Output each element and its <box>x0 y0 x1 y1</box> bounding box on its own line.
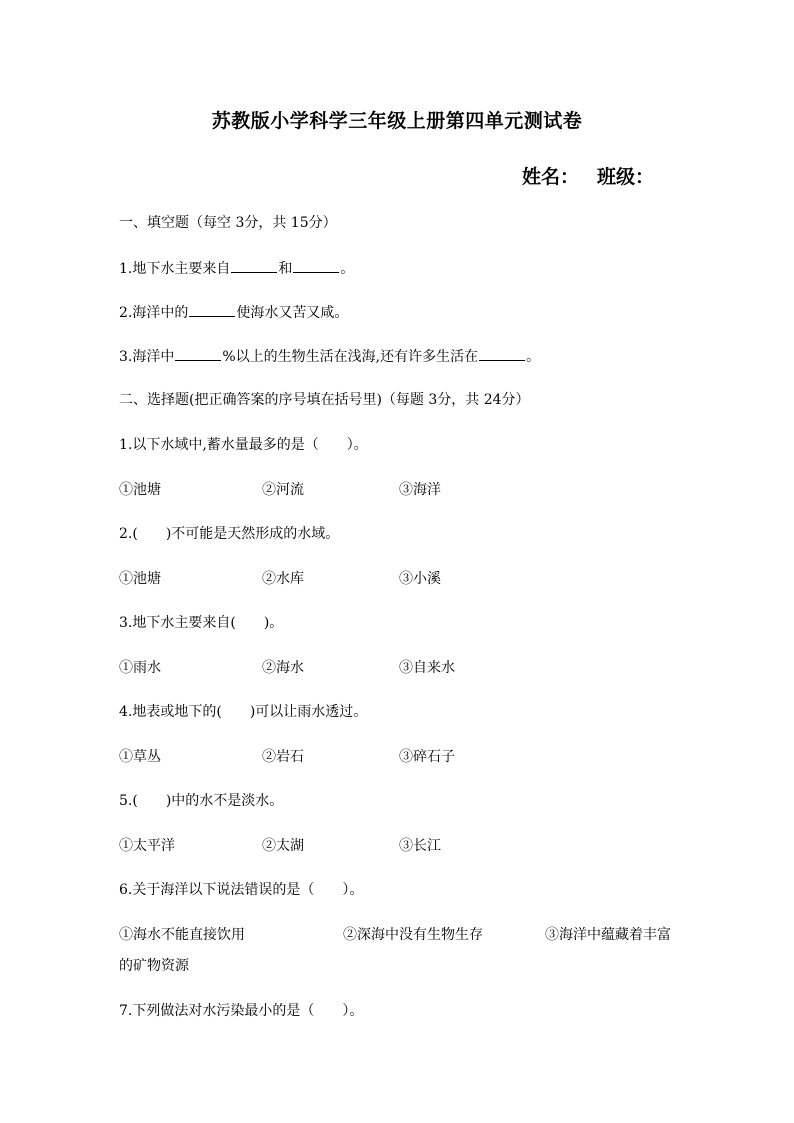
fill-question-3 <box>119 346 540 366</box>
choice-question-stem: 7.下列做法对水污染最小的是（ ）。 <box>119 1003 364 1019</box>
q3-text-b: %以上的生物生活在浅海,还有许多生活在 <box>222 349 479 365</box>
section2-heading: 二、选择题(把正确答案的序号填在括号里)（每题 3分，共 24分） <box>119 392 530 408</box>
option-3[interactable]: ③小溪 <box>399 571 441 587</box>
option-1[interactable]: ①雨水 <box>119 660 161 676</box>
student-info <box>522 162 654 189</box>
option-1[interactable]: ①池塘 <box>119 571 161 587</box>
option-3[interactable]: ③自来水 <box>399 660 455 676</box>
fill-question-1 <box>119 258 354 278</box>
choice-question-stem: 2.( )不可能是天然形成的水域。 <box>119 526 340 542</box>
option-1[interactable]: ①草丛 <box>119 749 161 765</box>
q2-text-b: 使海水又苦又咸。 <box>236 305 349 321</box>
option-2[interactable]: ②河流 <box>262 482 304 498</box>
name-label: 姓名： <box>521 166 579 188</box>
exam-title: 苏教版小学科学三年级上册第四单元测试卷 <box>211 110 583 132</box>
option-1[interactable]: ①海水不能直接饮用 <box>119 927 245 943</box>
section1-heading: 一、填空题（每空 3分，共 15分） <box>119 215 337 231</box>
option-3[interactable]: ③海洋 <box>399 482 441 498</box>
option-1[interactable]: ①太平洋 <box>119 838 175 854</box>
choice-question-stem: 4.地表或地下的( )可以让雨水透过。 <box>119 704 368 720</box>
option-2[interactable]: ②深海中没有生物生存 <box>343 927 483 943</box>
option-2[interactable]: ②太湖 <box>262 838 304 854</box>
option-2[interactable]: ②水库 <box>262 571 304 587</box>
option-3[interactable]: ③长江 <box>399 838 441 854</box>
q1-text-c: 。 <box>340 261 355 277</box>
choice-question-stem: 6.关于海洋以下说法错误的是（ ）。 <box>119 882 364 898</box>
option-3-continuation: 的矿物资源 <box>119 958 189 974</box>
option-2[interactable]: ②海水 <box>262 660 304 676</box>
option-3[interactable]: ③海洋中蕴藏着丰富 <box>545 927 671 943</box>
q3-text-c: 。 <box>526 349 541 365</box>
q2-text-a: 2.海洋中的 <box>119 305 189 321</box>
answer-blank[interactable] <box>189 302 235 317</box>
option-3[interactable]: ③碎石子 <box>399 749 455 765</box>
choice-question-stem: 1.以下水域中,蓄水量最多的是（ ）。 <box>119 437 368 453</box>
answer-blank[interactable] <box>479 346 525 361</box>
option-2[interactable]: ②岩石 <box>262 749 304 765</box>
answer-blank[interactable] <box>293 258 339 273</box>
answer-blank[interactable] <box>175 346 221 361</box>
answer-blank[interactable] <box>231 258 277 273</box>
class-label: 班级： <box>596 166 654 188</box>
fill-question-2 <box>119 302 348 322</box>
q1-text-b: 和 <box>278 261 293 277</box>
q3-text-a: 3.海洋中 <box>119 349 175 365</box>
choice-question-stem: 3.地下水主要来自( )。 <box>119 615 284 631</box>
q1-text-a: 1.地下水主要来自 <box>119 261 231 277</box>
option-1[interactable]: ①池塘 <box>119 482 161 498</box>
choice-question-stem: 5.( )中的水不是淡水。 <box>119 793 284 809</box>
